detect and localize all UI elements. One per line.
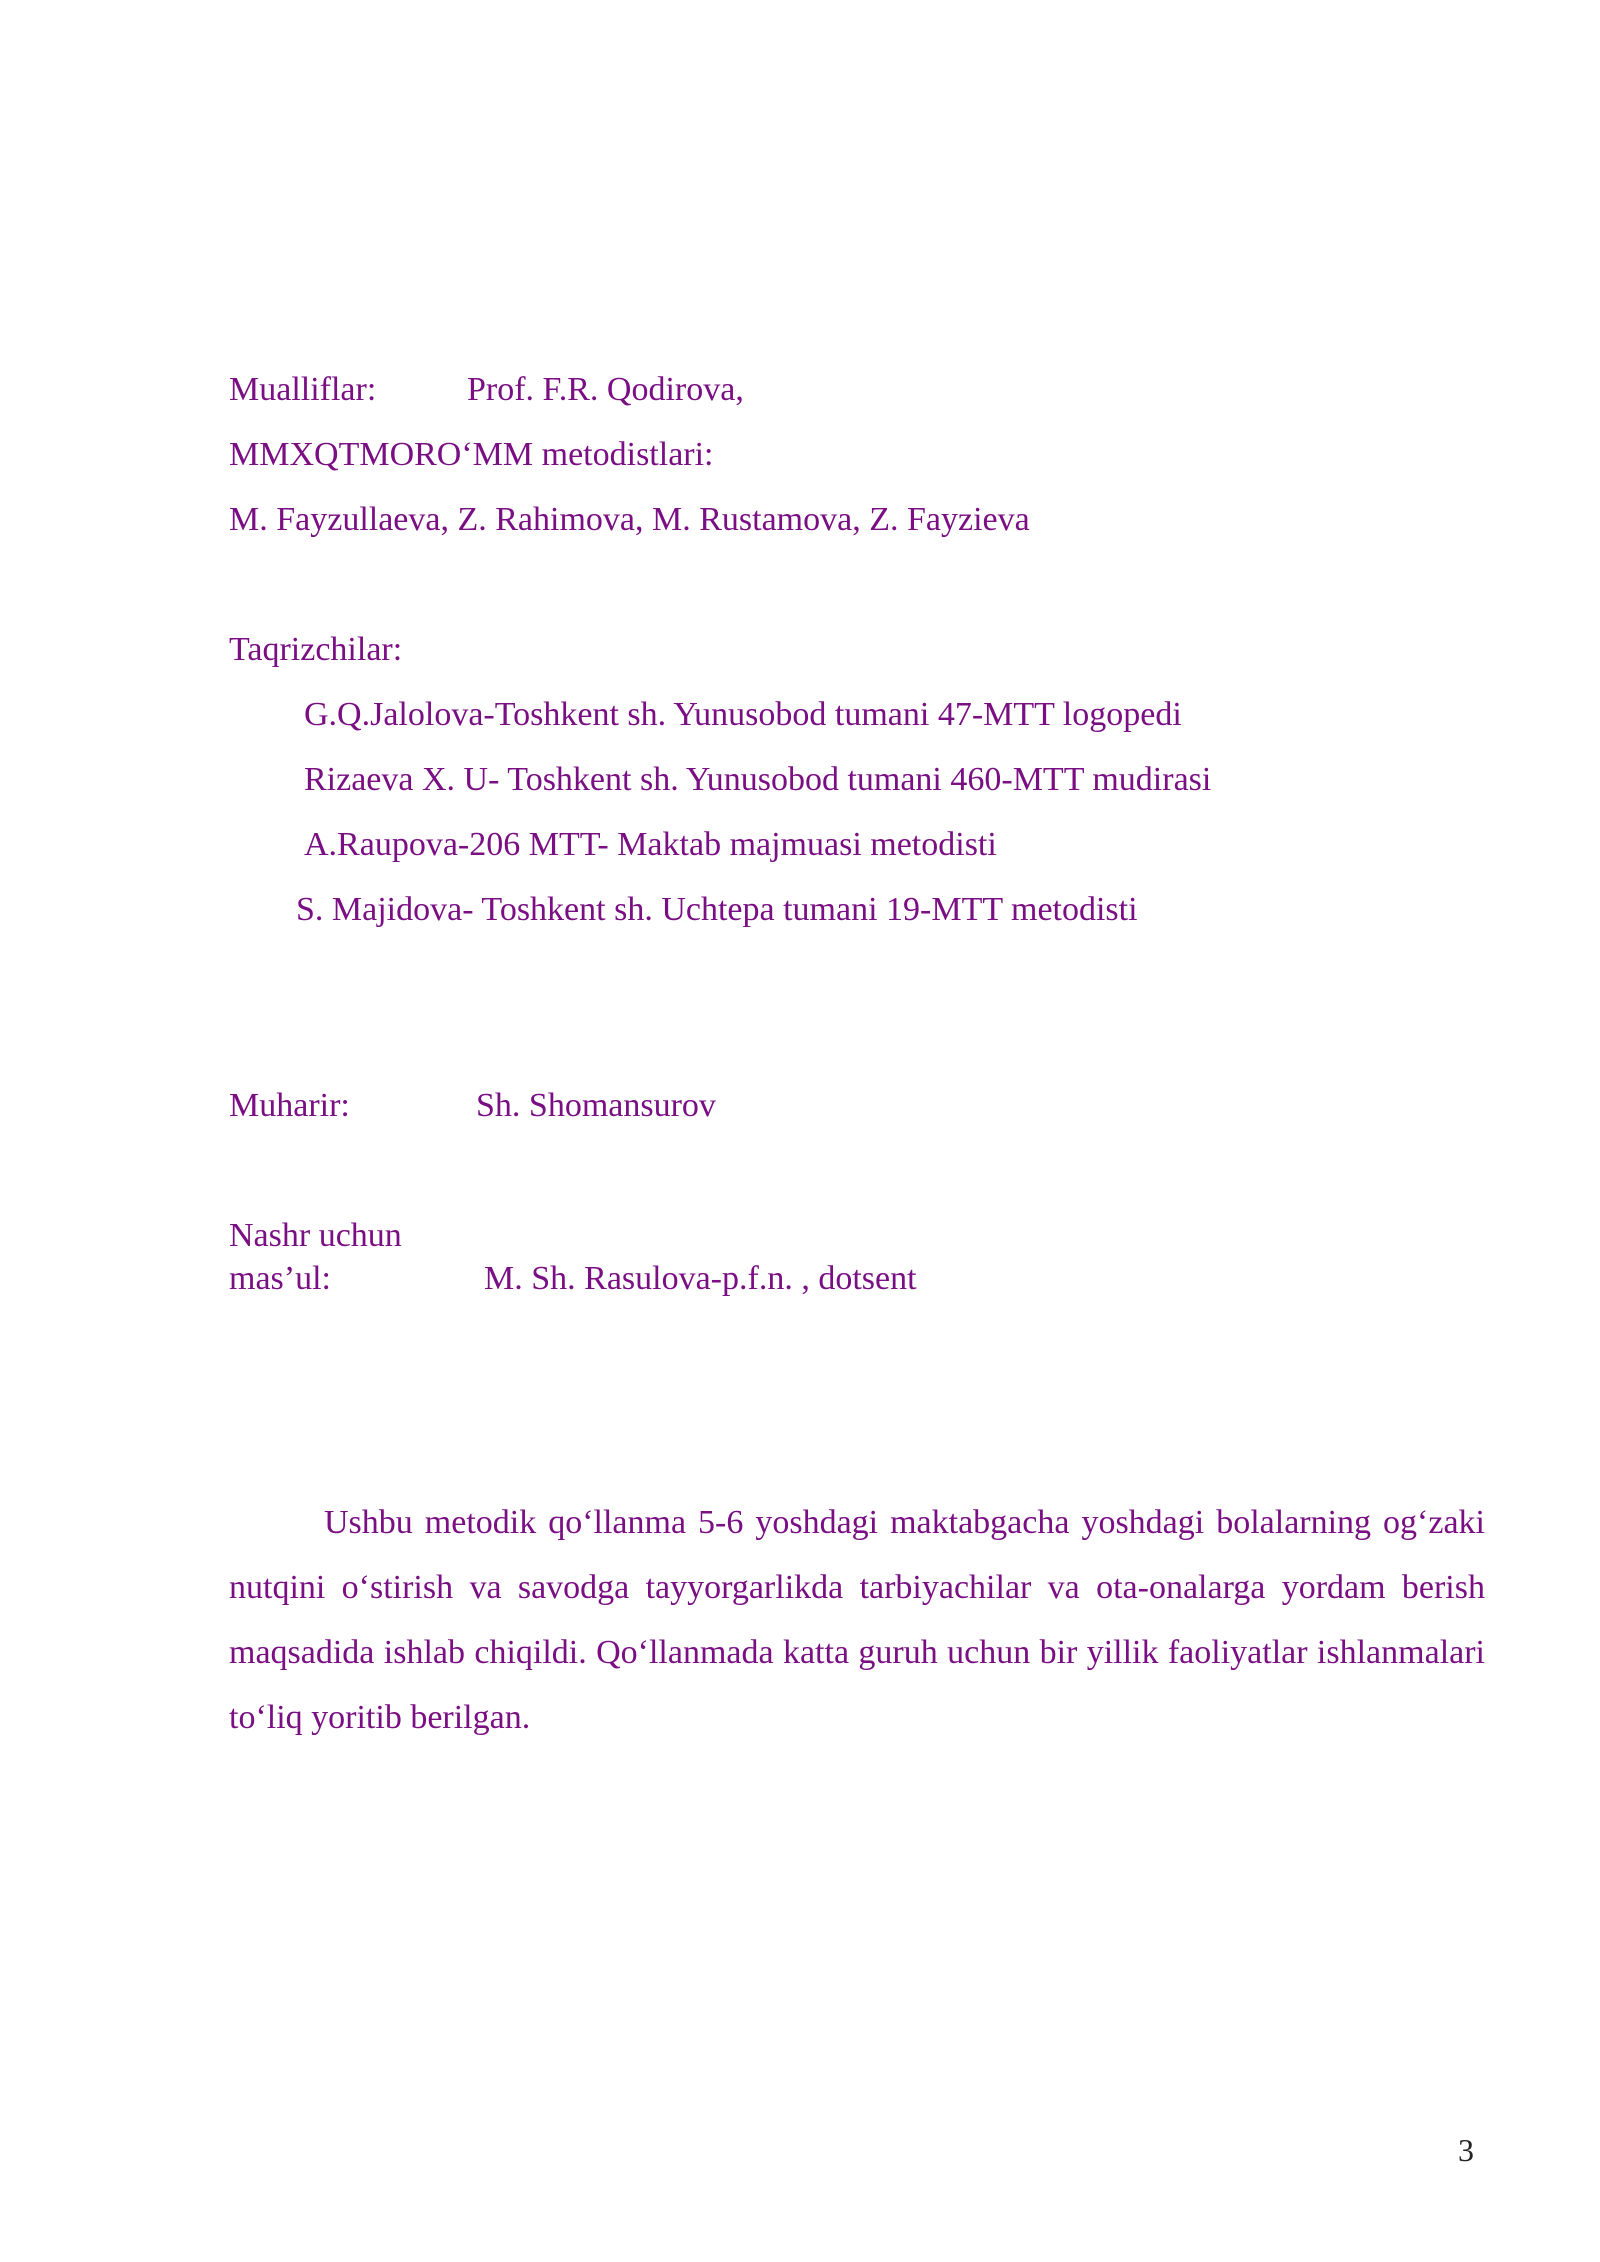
reviewer-item: A.Raupova-206 MTT- Maktab majmuasi metodisti <box>304 826 997 863</box>
authors-names: M. Fayzullaeva, Z. Rahimova, M. Rustamova, Z. Fayzieva <box>229 501 1030 538</box>
editor-label: Muharir: <box>229 1087 350 1124</box>
reviewer-item: G.Q.Jalolova-Toshkent sh. Yunusobod tumani 47-MTT logopedi <box>304 696 1182 733</box>
editor-name: Sh. Shomansurov <box>476 1087 716 1124</box>
authors-label: Mualliflar: <box>229 371 377 408</box>
page-number: 3 <box>1458 2132 1474 2168</box>
description-paragraph: Ushbu metodik qo‘llanma 5-6 yoshdagi maktabgacha yoshdagi bolalarning og‘zaki nutqini o‘stirish va savodga tayyorgarlikda tarbiyachilar va ota-onalarga yordam berish maqsadida ishlab chiqildi. Qo‘llanmada katta guruh uchun bir yillik faoliyatlar ishlanmalari to‘liq yoritib berilgan. <box>229 1504 1485 1736</box>
publication-label-line1: Nashr uchun <box>229 1217 402 1254</box>
authors-group-label: MMXQTMORO‘MM metodistlari: <box>229 436 714 473</box>
authors-lead: Prof. F.R. Qodirova, <box>467 371 744 408</box>
reviewers-label: Taqrizchilar: <box>229 631 403 668</box>
publication-responsible-name: M. Sh. Rasulova-p.f.n. , dotsent <box>484 1260 917 1297</box>
publication-label-line2: mas’ul: <box>229 1260 331 1297</box>
reviewer-item: S. Majidova- Toshkent sh. Uchtepa tumani 19-MTT metodisti <box>296 891 1138 928</box>
reviewer-item: Rizaeva X. U- Toshkent sh. Yunusobod tumani 460-MTT mudirasi <box>304 761 1212 798</box>
